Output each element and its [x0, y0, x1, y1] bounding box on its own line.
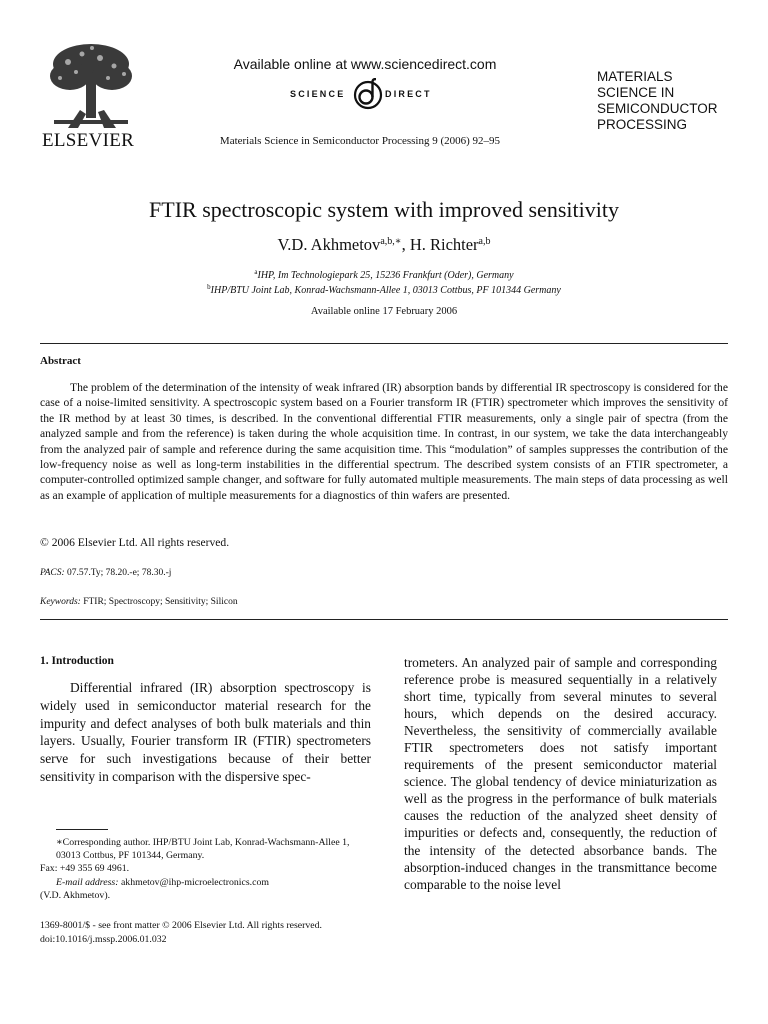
author-affiliation-marker: a,b [478, 236, 491, 247]
body-paragraph: Differential infrared (IR) absorption spectroscopy is widely used in semiconductor material research for the impurity and defect analyses of both bulk materials and thin layers. Usually, Fourier transform IR (FTIR) spectrometers serve for such investigations because of their better sensitivity in comparison with the dispersive spec- [40, 680, 371, 784]
affiliation-b [40, 285, 728, 296]
footnote-name: (V.D. Akhmetov). [40, 889, 111, 901]
elsevier-tree-icon [48, 40, 134, 128]
abstract-heading: Abstract [40, 355, 81, 367]
pacs-line [40, 568, 171, 578]
email-label: E-mail address: [56, 876, 119, 888]
email-link[interactable]: akhmetov@ihp-microelectronics.com [120, 876, 269, 888]
pacs-value: 07.57.Ty; 78.20.-e; 78.30.-j [67, 568, 172, 578]
left-column [40, 655, 371, 786]
footnote-email-line [40, 876, 371, 889]
paper-title: FTIR spectroscopic system with improved sensitivity [149, 197, 619, 222]
footnote [40, 836, 371, 902]
affiliation-text: IHP, Im Technologiepark 25, 15236 Frankfurt (Oder), Germany [257, 270, 514, 281]
divider [40, 619, 728, 620]
author-name: H. Richter [409, 235, 479, 254]
divider [40, 343, 728, 344]
section-heading: 1. Introduction [40, 655, 114, 667]
keywords-label: Keywords: [40, 597, 81, 607]
footnote-fax: Fax: +49 355 69 4961. [40, 863, 130, 875]
affiliation-marker: b [207, 283, 211, 291]
sciencedirect-d-icon [352, 78, 384, 110]
pacs-label: PACS: [40, 568, 65, 578]
keywords-value: FTIR; Spectroscopy; Sensitivity; Silicon [83, 597, 238, 607]
sciencedirect-logo [290, 78, 450, 112]
keywords-line [40, 597, 238, 607]
issn-line: 1369-8001/$ - see front matter © 2006 Elsevier Ltd. All rights reserved. [40, 920, 322, 931]
footnote-divider [56, 829, 108, 830]
journal-name-line: MATERIALS [597, 69, 673, 84]
affiliation-a [40, 270, 728, 281]
available-online-text: Available online at www.sciencedirect.com [233, 56, 497, 72]
abstract-body: The problem of the determination of the intensity of weak infrared (IR) absorption bands by differential IR spectroscopy is considered for the case of a noise-limited sensitivity. A spectroscopic system based on a Fourier transform IR (FTIR) spectrometer which improves the sensitivity of the IR method by at least 30 times, is described. In the conventional differential FTIR measurements, only a single pair of spectra (from the analyzed sample and from the reference) is taken during the whole acquisition time. In contrast, in our system, we take the data interchangeably from the analyzed pair of sample and reference during the same acquisition time. This “modulation” of samples suppresses the contribution of the low-frequency noise as well as long-term instabilities in the differential spectrum. The described system consists of an FTIR spectrometer, a computer-controlled optimized sample changer, and software for fully automated multiple measurements. The main steps of data processing as well as an example of application of multiple measurements for a diagnostics of thin wafers are presented. [40, 381, 728, 502]
doi-link[interactable]: doi:10.1016/j.mssp.2006.01.032 [40, 933, 167, 945]
publisher-logo-text: ELSEVIER [42, 130, 135, 151]
elsevier-logo [40, 40, 140, 150]
author-list [40, 235, 728, 255]
right-column: trometers. An analyzed pair of sample and corresponding reference probe is measured sequentially in a relatively short time, typically from several minutes to several hours, which depends on the desired accuracy. Nevertheless, the sensitivity of commercially available FTIR spectrometers does not satisfy important requirements of the present semiconductor material science. The global tendency of device miniaturization as well as the progress in the performance of bulk materials causes the reduction of the analyzed sheet density of impurities or defects and, consequently, the reduction of the intensity of the detected absorbance bands. The absorption-induced changes in the transmittance become comparable to the noise level [404, 655, 717, 892]
footnote-corresponding: ∗Corresponding author. IHP/BTU Joint Lab, Konrad-Wachsmann-Allee 1, 03013 Cottbus, PF 101344, Germany. [56, 837, 350, 862]
sciencedirect-right-word: DIRECT [385, 89, 432, 99]
author-separator: , [401, 235, 410, 254]
journal-name-line: SEMICONDUCTOR [597, 101, 718, 116]
journal-name-line: SCIENCE IN [597, 85, 675, 100]
affiliation-text: IHP/BTU Joint Lab, Konrad-Wachsmann-Allee 1, 03013 Cottbus, PF 101344 Germany [210, 285, 561, 296]
journal-name [597, 69, 737, 133]
author-affiliation-marker: a,b,∗ [380, 236, 402, 247]
affiliation-marker: a [254, 268, 258, 276]
front-matter [40, 919, 440, 946]
author-name: V.D. Akhmetov [277, 235, 381, 254]
journal-name-line: PROCESSING [597, 117, 688, 132]
journal-citation: Materials Science in Semiconductor Processing 9 (2006) 92–95 [219, 135, 501, 147]
sciencedirect-left-word: SCIENCE [290, 89, 346, 99]
copyright-notice: © 2006 Elsevier Ltd. All rights reserved. [40, 536, 230, 549]
available-date: Available online 17 February 2006 [310, 306, 458, 317]
